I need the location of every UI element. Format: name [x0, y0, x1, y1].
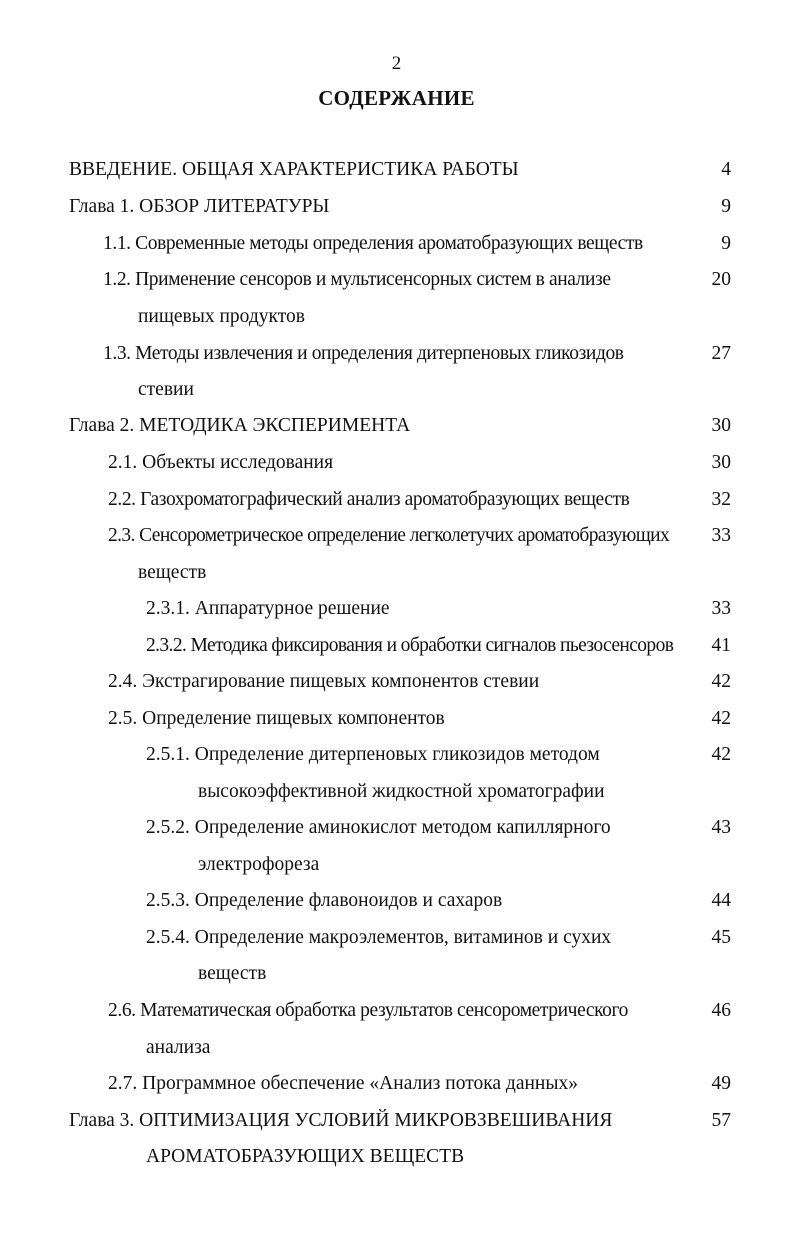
toc-entry-text: 2.5.2. Определение аминокислот методом капиллярного: [146, 817, 611, 838]
toc-entry-text: ВВЕДЕНИЕ. ОБЩАЯ ХАРАКТЕРИСТИКА РАБОТЫ: [69, 159, 519, 180]
toc-entry-page: 49: [711, 1073, 731, 1094]
toc-entry-text: Глава 2. МЕТОДИКА ЭКСПЕРИМЕНТА: [69, 415, 411, 436]
toc-entry-page: 9: [721, 196, 731, 217]
page-number: 2: [391, 53, 402, 74]
toc-entry-page: 42: [711, 708, 731, 729]
toc-entry-text: Глава 1. ОБЗОР ЛИТЕРАТУРЫ: [69, 196, 330, 217]
toc-entry-text: 2.5.4. Определение макроэлементов, витаминов и сухих: [146, 927, 612, 948]
toc-entry-text: 2.3.1. Аппаратурное решение: [146, 598, 390, 619]
toc-entry-page: 43: [711, 817, 731, 838]
toc-entry-page: 4: [721, 159, 731, 180]
toc-entry-text-continued: пищевых продуктов: [138, 306, 305, 327]
toc-entry-page: 42: [711, 744, 731, 765]
toc-entry-page: 46: [711, 1000, 731, 1021]
toc-entry-page: 32: [711, 489, 731, 510]
toc-entry-text: 2.4. Экстрагирование пищевых компонентов стевии: [108, 671, 540, 692]
toc-entry-text: 2.1. Объекты исследования: [108, 452, 334, 473]
toc-entry-text-continued: веществ: [198, 963, 267, 984]
toc-entry-text: 2.6. Математическая обработка результатов сенсорометрического: [108, 1000, 628, 1021]
toc-entry-page: 27: [711, 343, 731, 364]
page-title: СОДЕРЖАНИЕ: [318, 86, 475, 110]
toc-entry-text-continued: стевии: [138, 379, 194, 400]
toc-entry-text: 1.3. Методы извлечения и определения дитерпеновых гликозидов: [103, 343, 624, 364]
toc-entry-page: 9: [721, 233, 731, 254]
toc-entry-text-continued: высокоэффективной жидкостной хроматографии: [198, 781, 605, 802]
toc-entry-text: 2.5.1. Определение дитерпеновых гликозидов методом: [146, 744, 600, 765]
toc-entry-page: 20: [711, 269, 731, 290]
toc-entry-text-continued: веществ: [138, 562, 207, 583]
toc-entry-text: 1.1. Современные методы определения ароматобразующих веществ: [103, 233, 643, 254]
toc-entry-page: 42: [711, 671, 731, 692]
toc-entry-page: 30: [711, 452, 731, 473]
toc-entry-page: 44: [711, 890, 731, 911]
toc-entry-text: 2.3. Сенсорометрическое определение легколетучих ароматобразующих: [108, 525, 670, 546]
toc-entry-text: 2.2. Газохроматографический анализ ароматобразующих веществ: [108, 489, 630, 510]
toc-entry-text-continued: АРОМАТОБРАЗУЮЩИХ ВЕЩЕСТВ: [146, 1146, 465, 1167]
toc-entry-page: 33: [711, 525, 731, 546]
toc-entry-text: 1.2. Применение сенсоров и мультисенсорных систем в анализе: [103, 269, 611, 290]
toc-entry-page: 45: [711, 927, 731, 948]
toc-entry-text: 2.7. Программное обеспечение «Анализ потока данных»: [108, 1073, 578, 1094]
toc-entry-text: 2.5.3. Определение флавоноидов и сахаров: [146, 890, 503, 911]
toc-entry-text: 2.3.2. Методика фиксирования и обработки сигналов пьезосенсоров: [146, 635, 674, 656]
toc-entry-page: 57: [711, 1110, 731, 1131]
toc-entry-text: Глава 3. ОПТИМИЗАЦИЯ УСЛОВИЙ МИКРОВЗВЕШИВАНИЯ: [69, 1110, 613, 1131]
toc-entry-page: 41: [711, 635, 731, 656]
toc-entry-text: 2.5. Определение пищевых компонентов: [108, 708, 445, 729]
toc-entry-page: 33: [711, 598, 731, 619]
toc-entry-text-continued: электрофореза: [198, 854, 320, 875]
toc-entry-page: 30: [711, 415, 731, 436]
toc-entry-text-continued: анализа: [146, 1037, 211, 1058]
